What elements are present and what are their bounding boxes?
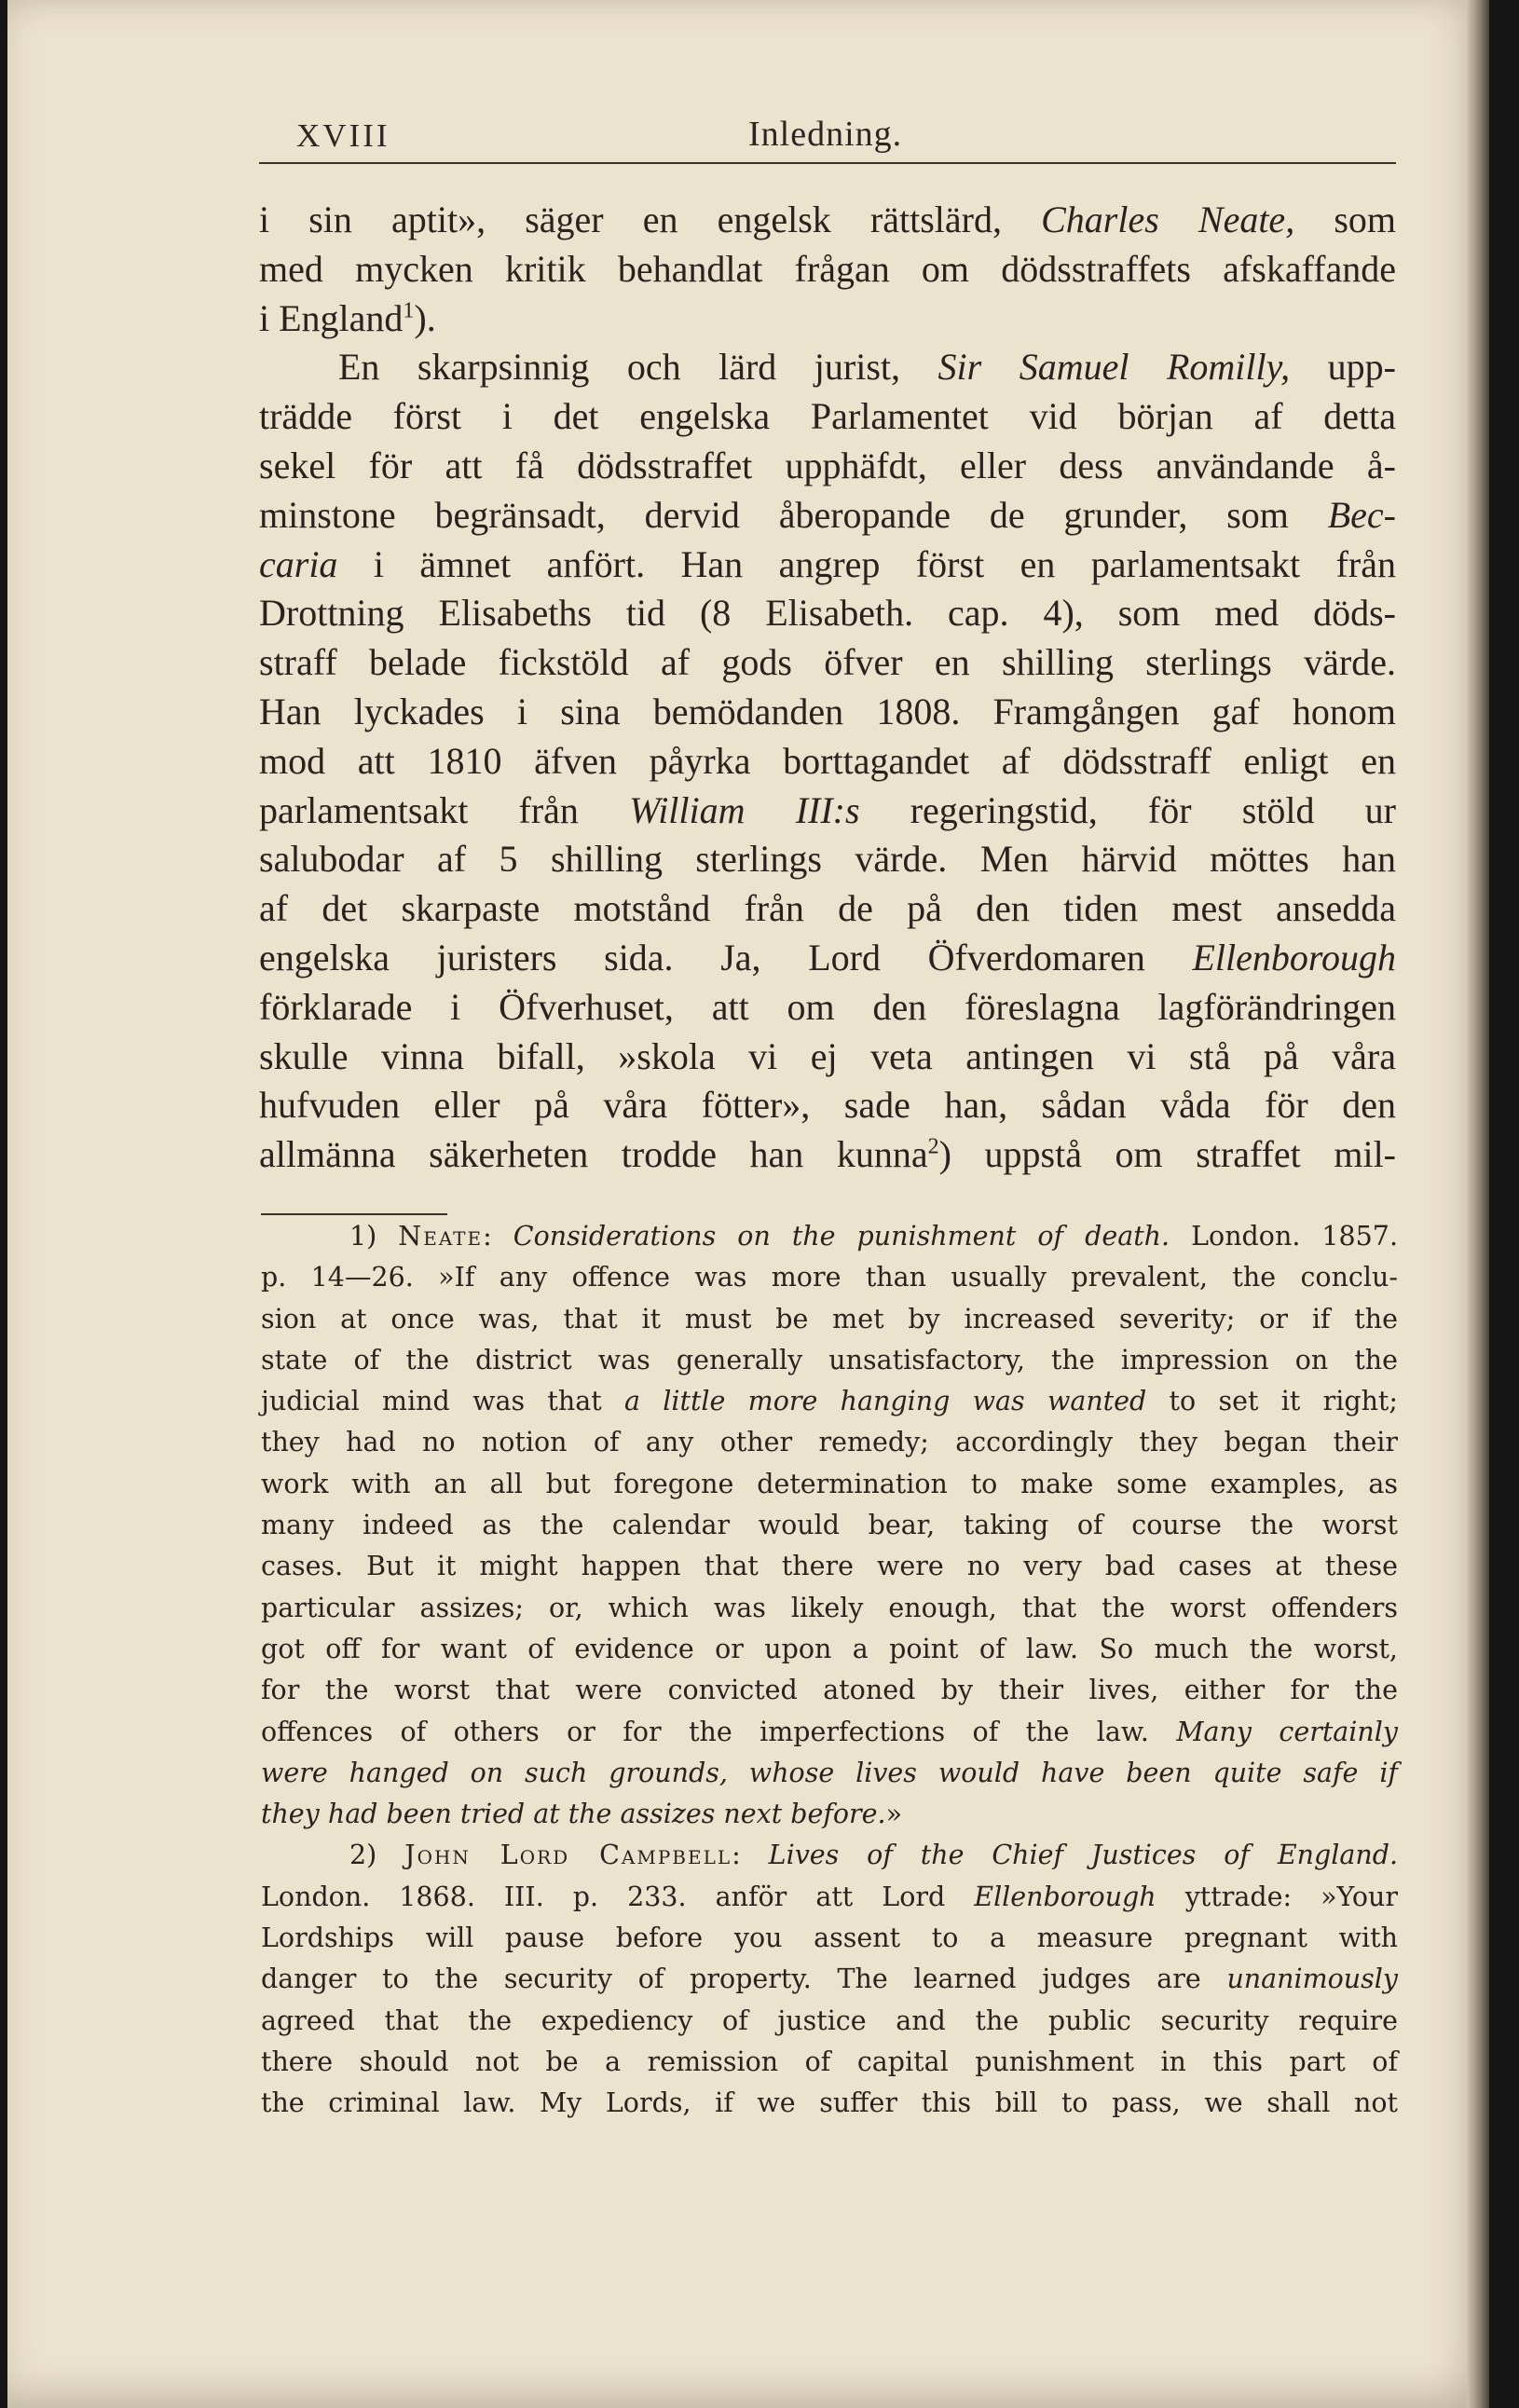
- running-head: [259, 110, 1396, 164]
- footnotes: [261, 1216, 1398, 2125]
- text-line: af det skarpaste motstånd från de på den tiden mest ansedda: [259, 887, 1396, 930]
- text-line: med mycken kritik behandlat frågan om dödsstraffets afskaffande: [259, 247, 1396, 290]
- text-line: i England$^1$).: [259, 296, 436, 339]
- footnote-line: p. 14—26. »If any offence was more than usually prevalent, the conclu-: [261, 1262, 1398, 1293]
- footnote-line: the criminal law. My Lords, if we suffer this bill to pass, we shall not: [261, 2087, 1398, 2119]
- footnote-line: agreed that the expediency of justice and the public security require: [261, 2004, 1398, 2036]
- footnote-title: Considerations on the punishment of death.: [513, 1221, 1170, 1252]
- footnote-line: there should not be a remission of capital punishment in this part of: [261, 2045, 1398, 2077]
- footnote-line: for the worst that were convicted atoned by their lives, either for the: [261, 1675, 1398, 1706]
- text-line: straff belade fickstöld af gods öfver en shilling sterlings värde.: [259, 641, 1396, 684]
- footnote-line: cases. But it might happen that there were no very bad cases at these: [261, 1551, 1398, 1582]
- footnote-emphasis: a little more hanging was wanted: [623, 1386, 1147, 1417]
- person-name: Charles Neate,: [1041, 198, 1295, 240]
- main-text: [259, 196, 1396, 1180]
- text-line: En skarpsinnig och lärd jurist, Sir Samuel Romilly, upp-: [338, 346, 1396, 389]
- text-line: Drottning Elisabeths tid (8 Elisabeth. cap. 4), som med döds-: [259, 592, 1396, 635]
- footnote-line: many indeed as the calendar would bear, taking of course the worst: [261, 1510, 1398, 1541]
- footnote-line: London. 1868. III. p. 233. anför att Lord Ellenborough yttrade: »Your: [261, 1881, 1398, 1912]
- footnote-emphasis: Ellenborough: [974, 1881, 1156, 1912]
- text-line: salubodar af 5 shilling sterlings värde. Men härvid möttes han: [259, 838, 1396, 881]
- footnote-line: work with an all but foregone determination to make some examples, as: [261, 1468, 1398, 1499]
- footnote-line: got off for want of evidence or upon a point of law. So much the worst,: [261, 1633, 1398, 1664]
- text-line: trädde först i det engelska Parlamentet vid början af detta: [259, 395, 1396, 438]
- text-line: sekel för att få dödsstraffet upphäfdt, eller dess användande å-: [259, 444, 1396, 486]
- text-line: mod att 1810 äfven påyrka borttagandet af dödsstraff enligt en: [259, 739, 1396, 782]
- footnote-line: Lordships will pause before you assent to a measure pregnant with: [261, 1922, 1398, 1954]
- footnote-line: judicial mind was that a little more hanging was wanted to set it right;: [261, 1386, 1398, 1417]
- footnote-line: were hanged on such grounds, whose lives would have been quite safe if: [261, 1757, 1398, 1788]
- text-line: förklarade i Öfverhuset, att om den föreslagna lagförändringen: [259, 985, 1396, 1028]
- text-line: i sin aptit», säger en engelsk rättslärd, Charles Neate, som: [259, 198, 1396, 240]
- footnote-author: John Lord Campbell: [404, 1840, 732, 1871]
- person-name: Sir Samuel Romilly,: [937, 346, 1291, 389]
- footnote-line: offences of others or for the imperfections of the law. Many certainly: [261, 1716, 1398, 1747]
- footnote-line: 2) John Lord Campbell: Lives of the Chief Justices of England.: [349, 1840, 1398, 1871]
- footnote-line: they had no notion of any other remedy; accordingly they began their: [261, 1427, 1398, 1458]
- footnote-emphasis: Many certainly: [1176, 1716, 1398, 1747]
- person-name: caria: [259, 542, 338, 585]
- footnote-line: particular assizes; or, which was likely enough, that the worst offenders: [261, 1592, 1398, 1623]
- person-name: Ellenborough: [1192, 936, 1396, 978]
- text-line: Han lyckades i sina bemödanden 1808. Framgången gaf honom: [259, 690, 1396, 732]
- text-line: hufvuden eller på våra fötter», sade han, sådan våda för den: [259, 1084, 1396, 1127]
- footnote-ref[interactable]: 1: [403, 298, 415, 323]
- footnote-line: they had been tried at the assizes next before.»: [261, 1799, 903, 1830]
- footnote-line: sion at once was, that it must be met by increased severity; or if the: [261, 1303, 1398, 1334]
- page-number: XVIII: [296, 117, 390, 154]
- footnote-author: Neate: [398, 1221, 484, 1252]
- text-line: parlamentsakt från William III:s regeringstid, för stöld ur: [259, 788, 1396, 831]
- footnote-rule: [261, 1213, 447, 1215]
- footnote-line: state of the district was generally unsatisfactory, the impression on the: [261, 1344, 1398, 1375]
- person-name: Bec-: [1327, 493, 1396, 536]
- text-line: caria i ämnet anfört. Han angrep först en parlamentsakt från: [259, 542, 1396, 585]
- footnote-emphasis: they had been tried at the assizes next before.: [261, 1799, 886, 1830]
- text-line: minstone begränsadt, dervid åberopande de grunder, som Bec-: [259, 493, 1396, 536]
- text-line: skulle vinna bifall, »skola vi ej veta antingen vi stå på våra: [259, 1034, 1396, 1077]
- running-title: Inledning.: [748, 115, 903, 154]
- text-line: allmänna säkerheten trodde han kunna$^2$) uppstå om straffet mil-: [259, 1133, 1396, 1176]
- footnote-line: 1) Neate: Considerations on the punishment of death. London. 1857.: [349, 1221, 1399, 1252]
- footnote-line: danger to the security of property. The learned judges are unanimously: [261, 1963, 1398, 1995]
- text-line: engelska juristers sida. Ja, Lord Öfverdomaren Ellenborough: [259, 936, 1396, 978]
- book-page: [7, 0, 1489, 2408]
- person-name: William III:s: [629, 788, 860, 831]
- footnote-title: Lives of the Chief Justices of England.: [768, 1840, 1398, 1871]
- footnote-emphasis: unanimously: [1226, 1963, 1398, 1995]
- footnote-ref[interactable]: 2: [927, 1134, 939, 1159]
- page-edge-shadow: [1467, 0, 1489, 2408]
